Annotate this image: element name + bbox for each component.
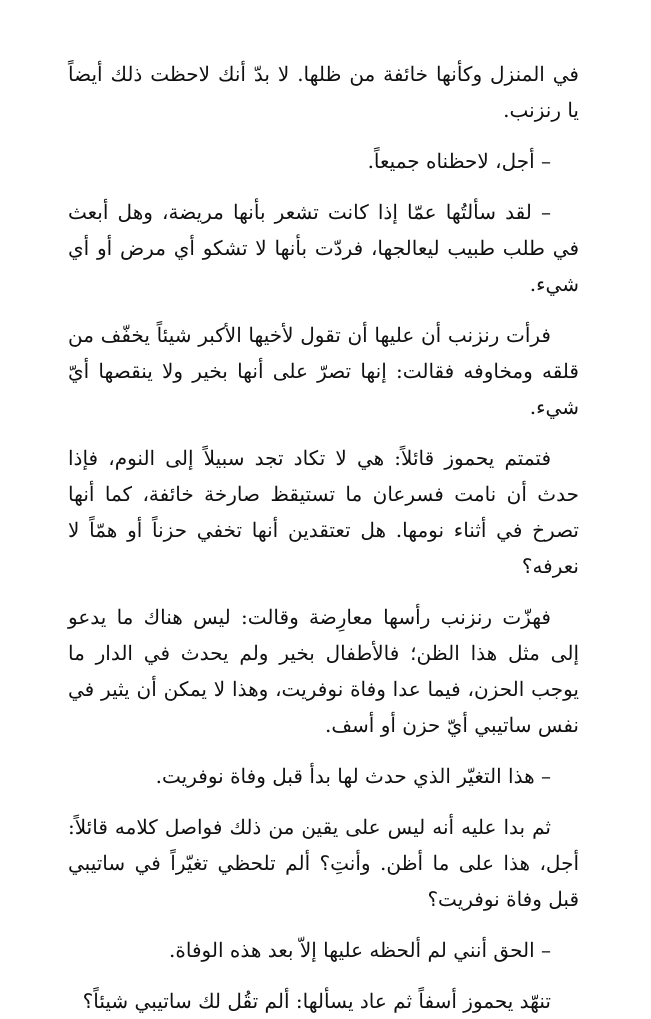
- paragraph-8: ثم بدا عليه أنه ليس على يقين من ذلك فواصل كلامه قائلاً: أجل، هذا على ما أظن. وأنتِ؟ ألم تلحظي تغيّراً في ساتيبي قبل وفاة نوفريت؟: [68, 815, 579, 911]
- paragraph-5: فتمتم يحموز قائلاً: هي لا تكاد تجد سبيلاً إلى النوم، فإذا حدث أن نامت فسرعان ما تستيقظ صارخة خائفة، كما أنها تصرخ في أثناء نومها. هل تعتقدين أنها تخفي حزناً أو همّاً لا نعرفه؟: [68, 446, 579, 578]
- paragraph-2: – أجل، لاحظناه جميعاً.: [367, 149, 551, 173]
- paragraph-3: – لقد سألتُها عمّا إذا كانت تشعر بأنها مريضة، وهل أبعث في طلب طبيب ليعالجها، فردّت بأنها لا تشكو أي مرض أو أي شيء.: [68, 200, 579, 296]
- paragraph-4: فرأت رنزنب أن عليها أن تقول لأخيها الأكبر شيئاً يخفّف من قلقه ومخاوفه فقالت: إنها تصرّ على أنها بخير ولا ينقصها أيّ شيء.: [68, 323, 579, 419]
- paragraph-6: فهزّت رنزنب رأسها معارِضة وقالت: ليس هناك ما يدعو إلى مثل هذا الظن؛ فالأطفال بخير ولم يحدث في الدار ما يوجب الحزن، فيما عدا وفاة نوفريت، وهذا لا يمكن أن يثير في نفس ساتيبي أيّ حزن أو أسف.: [68, 605, 579, 737]
- paragraph-10: تنهّد يحموز أسفاً ثم عاد يسألها: ألم تقُل لك ساتيبي شيئاً؟: [82, 989, 551, 1013]
- paragraph-1: في المنزل وكأنها خائفة من ظلها. لا بدّ أنك لاحظت ذلك أيضاً يا رنزنب.: [68, 62, 579, 122]
- paragraph-9: – الحق أنني لم ألحظه عليها إلاّ بعد هذه الوفاة.: [169, 938, 551, 962]
- paragraph-7: – هذا التغيّر الذي حدث لها بدأ قبل وفاة نوفريت.: [155, 764, 551, 788]
